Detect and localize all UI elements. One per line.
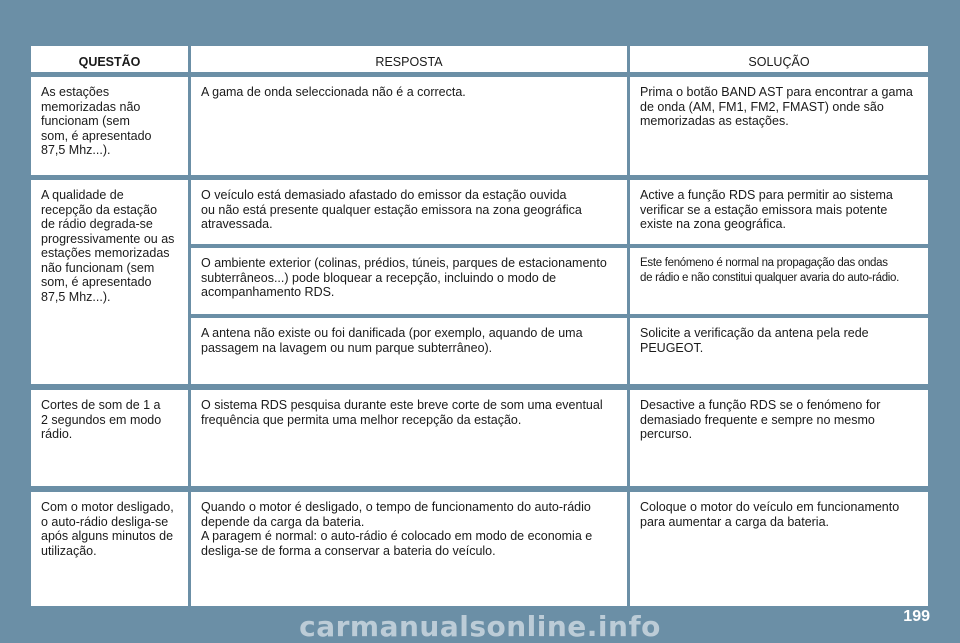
solution-cell: Active a função RDS para permitir ao sistema verificar se a estação emissora mais potente existe na zona geográfica. [630, 180, 928, 244]
question-cell: Com o motor desligado, o auto-rádio desliga-se após alguns minutos de utilização. [31, 492, 188, 606]
header-answer: RESPOSTA [191, 46, 627, 72]
question-cell: Cortes de som de 1 a 2 segundos em modo rádio. [31, 390, 188, 486]
header-question: QUESTÃO [31, 46, 188, 72]
page-number: 199 [903, 608, 930, 625]
header-solution: SOLUÇÃO [630, 46, 928, 72]
solution-cell: Coloque o motor do veículo em funcionamento para aumentar a carga da bateria. [630, 492, 928, 606]
watermark: carmanualsonline.info [299, 610, 661, 643]
solution-cell: Este fenómeno é normal na propagação das ondas de rádio e não constitui qualquer avaria do auto-rádio. [630, 248, 928, 314]
answer-cell: O ambiente exterior (colinas, prédios, túneis, parques de estacionamento subterrâneos...) pode bloquear a recepção, incluindo o modo de acompanhamento RDS. [191, 248, 627, 314]
solution-cell: Solicite a verificação da antena pela rede PEUGEOT. [630, 318, 928, 384]
answer-cell: O veículo está demasiado afastado do emissor da estação ouvida ou não está presente qualquer estação emissora na zona geográfica atravessada. [191, 180, 627, 244]
question-cell: As estações memorizadas não funcionam (sem som, é apresentado 87,5 Mhz...). [31, 77, 188, 175]
answer-cell: Quando o motor é desligado, o tempo de funcionamento do auto-rádio depende da carga da bateria. A paragem é normal: o auto-rádio é colocado em modo de economia e desliga-se de forma a conservar a bateria do veículo. [191, 492, 627, 606]
answer-cell: A antena não existe ou foi danificada (por exemplo, aquando de uma passagem na lavagem ou num parque subterrâneo). [191, 318, 627, 384]
answer-cell: A gama de onda seleccionada não é a correcta. [191, 77, 627, 175]
solution-cell: Prima o botão BAND AST para encontrar a gama de onda (AM, FM1, FM2, FMAST) onde são memorizadas as estações. [630, 77, 928, 175]
solution-cell: Desactive a função RDS se o fenómeno for demasiado frequente e sempre no mesmo percurso. [630, 390, 928, 486]
question-cell: A qualidade de recepção da estação de rádio degrada-se progressivamente ou as estações memorizadas não funcionam (sem som, é apresentado 87,5 Mhz...). [31, 180, 188, 384]
answer-cell: O sistema RDS pesquisa durante este breve corte de som uma eventual frequência que permita uma melhor recepção da estação. [191, 390, 627, 486]
